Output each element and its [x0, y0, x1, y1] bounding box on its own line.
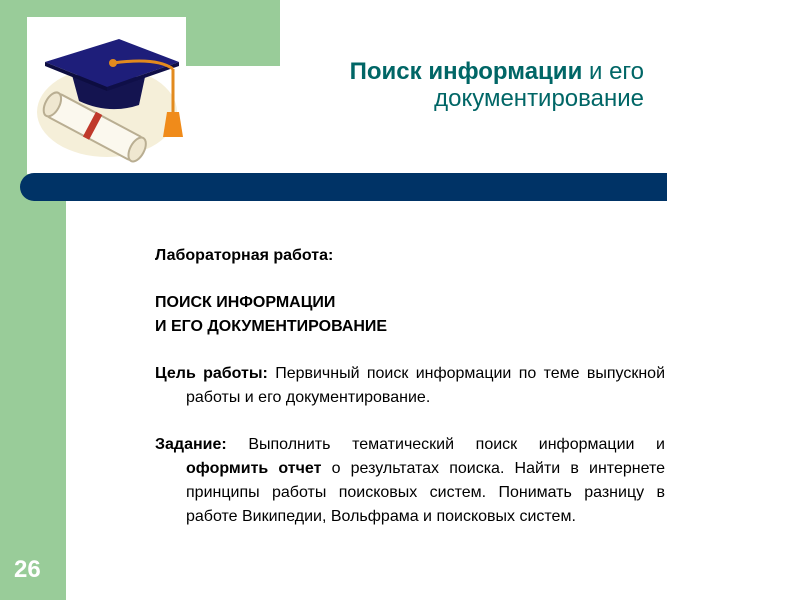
- title-bold: Поиск информации: [349, 58, 583, 85]
- slide-title: [224, 58, 644, 112]
- task-paragraph: [155, 433, 665, 529]
- task-text-1: Выполнить тематический поиск информации и: [226, 436, 665, 453]
- heading-line-2: И ЕГО ДОКУМЕНТИРОВАНИЕ: [155, 318, 388, 335]
- title-line-2: документирование: [434, 85, 644, 112]
- task-bold: оформить отчет: [186, 460, 322, 477]
- task-label: Задание:: [155, 436, 227, 453]
- goal-label: Цель работы:: [155, 365, 268, 382]
- title-divider-bar: [20, 173, 667, 201]
- task-text-2: о результатах поиска. Найти в интернете принципы работы поисковых систем. Понимать разницу в работе Википедии, Вольфрама и поисковых систем.: [186, 460, 665, 525]
- title-rest: и его: [582, 58, 644, 85]
- graduation-cap-diploma-icon: [27, 17, 186, 174]
- lab-label: Лабораторная работа:: [155, 247, 334, 264]
- slide-number: 26: [14, 556, 41, 583]
- goal-paragraph: [155, 362, 665, 410]
- goal-text: Первичный поиск информации по теме выпускной работы и его документирование.: [186, 365, 666, 406]
- heading-line-1: ПОИСК ИНФОРМАЦИИ: [155, 294, 336, 311]
- slide-body: [155, 244, 665, 529]
